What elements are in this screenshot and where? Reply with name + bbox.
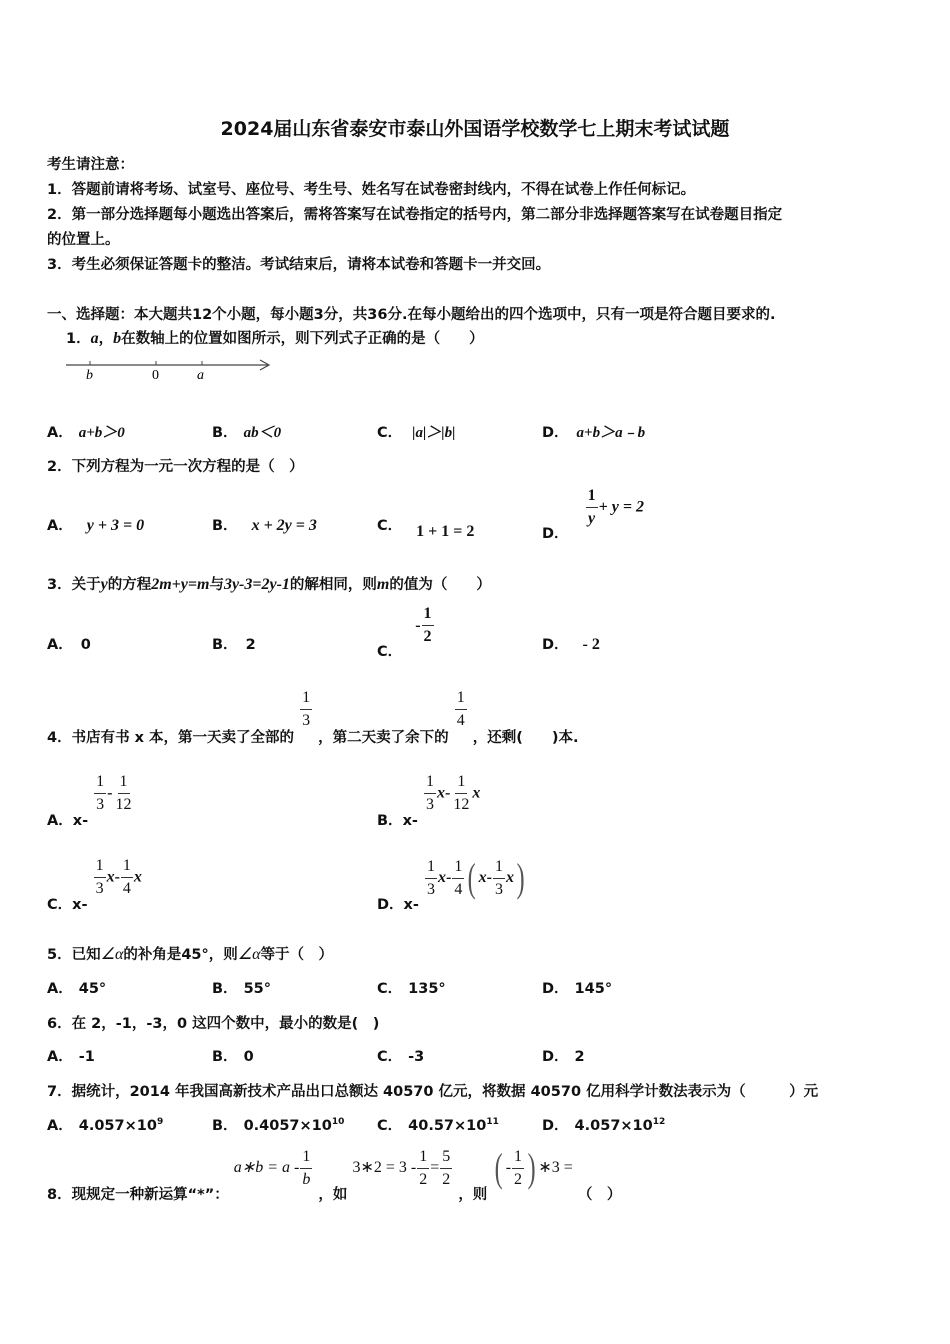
q3-option-c[interactable]: C． - $\frac{1}{2}$: [377, 605, 432, 660]
axis-label-zero: 0: [152, 368, 159, 382]
question-4-stem: 4．书店有书 x 本，第一天卖了全部的 $\frac{1}{3}$ ，第二天卖了余下的 $\frac{1}{4}$ ，还剩( )本.: [47, 689, 579, 746]
notice-item-2-cont: 的位置上。: [47, 232, 120, 248]
q2-option-a[interactable]: A． y + 3 = 0: [47, 517, 145, 534]
q4-option-d[interactable]: D．x- $\frac{1}{3}$ x- $\frac{1}{4}$ ( x- $\frac{1}{3}$ x): [377, 855, 525, 913]
q6-option-c[interactable]: C． -3: [377, 1049, 425, 1065]
q2-option-b[interactable]: B． x + 2y = 3: [212, 517, 317, 534]
axis-label-a: a: [197, 368, 204, 382]
q6-option-b[interactable]: B． 0: [212, 1049, 254, 1065]
q7-option-b[interactable]: B． $0.4057\times 10^{10}$: [212, 1117, 345, 1134]
section-heading: 一、选择题：本大题共12个小题，每小题3分，共36分.在每小题给出的四个选项中，只有一项是符合题目要求的.: [47, 307, 776, 323]
q1-option-a[interactable]: A． a+b＞0: [47, 425, 125, 441]
q5-option-b[interactable]: B． 55°: [212, 981, 271, 997]
question-7-stem: 7．据统计，2014 年我国高新技术产品出口总额达 40570 亿元，将数据 40570 亿用科学计数法表示为（ ）元: [47, 1084, 819, 1100]
question-6-stem: 6．在 2，-1，-3，0 这四个数中，最小的数是( ): [47, 1016, 380, 1032]
q3-option-a[interactable]: A． 0: [47, 637, 91, 653]
notice-item-2: 2．第一部分选择题每小题选出答案后，需将答案写在试卷指定的括号内，第二部分非选择题答案写在试卷题目指定: [47, 207, 783, 223]
question-5-stem: 5．已知∠α的补角是45°，则∠α等于（ ）: [47, 946, 334, 963]
q4-option-a[interactable]: A．x- $\frac{1}{3}$ - $\frac{1}{12}$: [47, 773, 132, 829]
notice-heading: 考生请注意：: [47, 157, 134, 173]
q2-option-c[interactable]: C． 1 + 1 = 2: [377, 518, 475, 540]
q6-option-d[interactable]: D． 2: [542, 1049, 585, 1065]
question-2-stem: 2．下列方程为一元一次方程的是（ ）: [47, 459, 304, 475]
q3-option-d[interactable]: D． - 2: [542, 636, 600, 653]
q2-option-d[interactable]: D． $\frac{1}{y}$ + y = 2: [542, 487, 644, 542]
q1-option-b[interactable]: B． ab＜0: [212, 425, 282, 441]
q5-option-c[interactable]: C． 135°: [377, 981, 446, 997]
q7-option-d[interactable]: D． $4.057\times 10^{12}$: [542, 1117, 666, 1134]
notice-item-3: 3．考生必须保证答题卡的整洁。考试结束后，请将本试卷和答题卡一并交回。: [47, 257, 551, 273]
q7-option-a[interactable]: A． $4.057\times 10^9$: [47, 1117, 164, 1134]
question-8-stem: 8．现规定一种新运算“*”： a∗b = a - $\frac{1}{b}$ ，如 3∗2 = 3 - $\frac{1}{2}$ = $\frac{5}{2}$ ，则 ( - $\frac{1}{2}$ ) ∗3 = （ ）: [47, 1145, 622, 1203]
q7-option-c[interactable]: C． $40.57\times 10^{11}$: [377, 1117, 499, 1134]
axis-label-b: b: [86, 368, 93, 382]
question-3-stem: 3．关于y的方程2m+y=m与3y-3=2y-1的解相同，则m的值为（ ）: [47, 576, 491, 593]
q5-option-a[interactable]: A． 45°: [47, 981, 107, 997]
page-title: 2024届山东省泰安市泰山外国语学校数学七上期末考试试题: [220, 118, 730, 140]
number-line-figure: [64, 352, 276, 382]
q5-option-d[interactable]: D． 145°: [542, 981, 613, 997]
q1-option-c[interactable]: C． |a|＞|b|: [377, 425, 456, 441]
q6-option-a[interactable]: A． -1: [47, 1049, 95, 1065]
q3-option-b[interactable]: B． 2: [212, 637, 256, 653]
q4-option-c[interactable]: C．x- $\frac{1}{3}$ x- $\frac{1}{4}$ x: [47, 857, 142, 913]
q1-option-d[interactable]: D． a+b＞a﹣b: [542, 425, 646, 441]
q4-option-b[interactable]: B．x- $\frac{1}{3}$ x- $\frac{1}{12}$ x: [377, 773, 481, 829]
question-1-stem: 1．a，b在数轴上的位置如图所示，则下列式子正确的是（ ）: [66, 330, 484, 347]
notice-item-1: 1．答题前请将考场、试室号、座位号、考生号、姓名写在试卷密封线内，不得在试卷上作任何标记。: [47, 182, 696, 198]
